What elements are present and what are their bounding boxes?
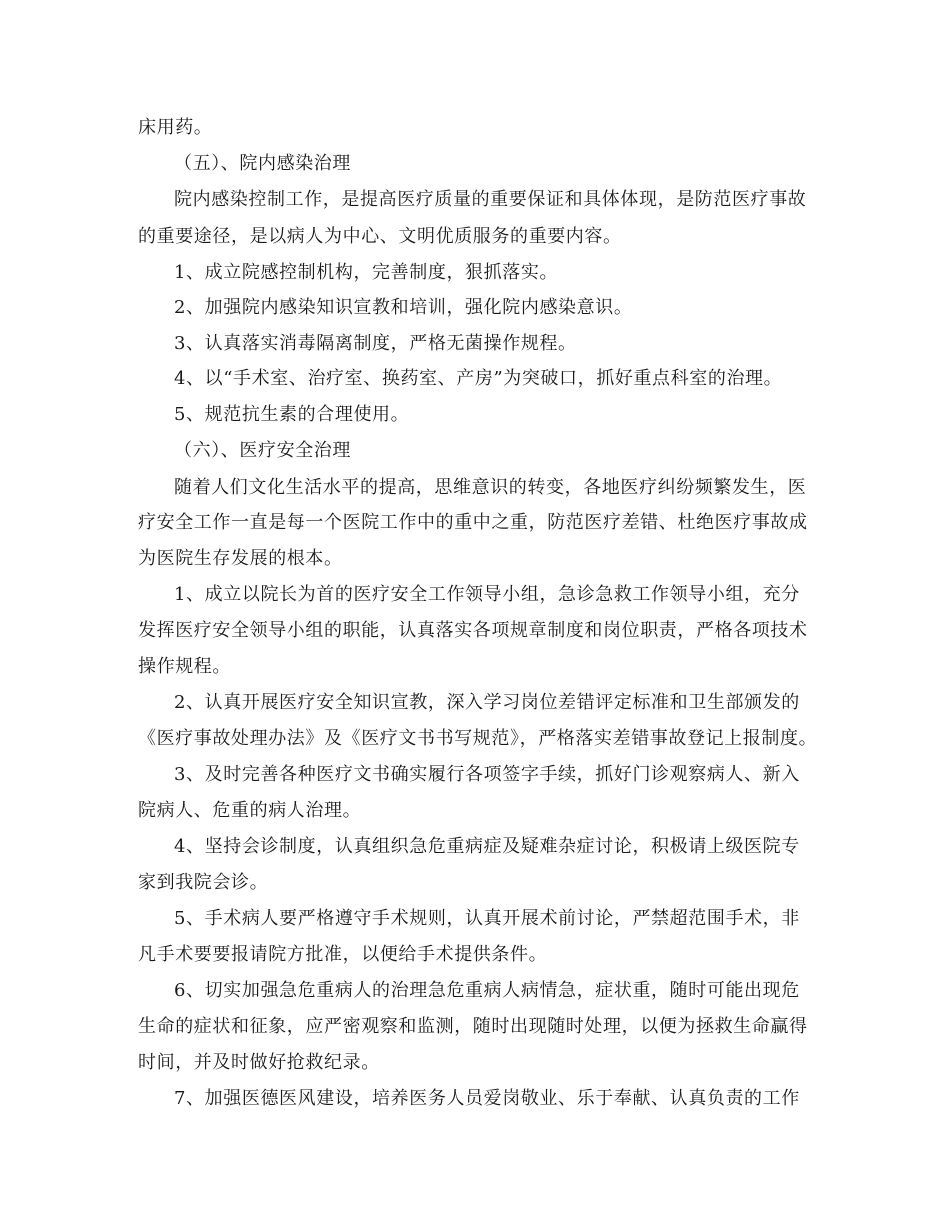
text-line: 发挥医疗安全领导小组的职能，认真落实各项规章制度和岗位职责，严格各项技术 <box>138 620 808 641</box>
text-line: 家到我院会诊。 <box>138 872 269 893</box>
list-item: 5、规范抗生素的合理使用。 <box>174 404 410 425</box>
list-item: 2、认真开展医疗安全知识宣教，深入学习岗位差错评定标准和卫生部颁发的 <box>174 692 800 713</box>
list-item: 5、手术病人要严格遵守手术规则，认真开展术前讨论，严禁超范围手术，非 <box>174 908 800 929</box>
section-heading-5: （五）、院内感染治理 <box>174 153 351 174</box>
list-item: 1、成立院感控制机构，完善制度，狠抓落实。 <box>174 262 559 283</box>
section-heading-6: （六）、医疗安全治理 <box>174 440 351 461</box>
list-item: 4、以“手术室、治疗室、换药室、产房”为突破口，抓好重点科室的治理。 <box>174 368 783 389</box>
list-item: 3、及时完善各种医疗文书确实履行各项签字手续，抓好门诊观察病人、新入 <box>174 764 800 785</box>
text-line: 时间，并及时做好抢救纪录。 <box>138 1052 380 1073</box>
list-item: 7、加强医德医风建设，培养医务人员爱岗敬业、乐于奉献、认真负责的工作 <box>174 1088 800 1109</box>
list-item: 3、认真落实消毒隔离制度，严格无菌操作规程。 <box>174 333 577 354</box>
list-item: 2、加强院内感染知识宣教和培训，强化院内感染意识。 <box>174 297 633 318</box>
text-line: 的重要途径，是以病人为中心、文明优质服务的重要内容。 <box>138 226 622 247</box>
list-item: 1、成立以院长为首的医疗安全工作领导小组，急诊急救工作领导小组，充分 <box>174 584 800 605</box>
text-line: 随着人们文化生活水平的提高，思维意识的转变，各地医疗纠纷频繁发生，医 <box>174 477 807 498</box>
text-line: 院病人、危重的病人治理。 <box>138 800 362 821</box>
text-line: 操作规程。 <box>138 656 231 677</box>
text-line: 院内感染控制工作，是提高医疗质量的重要保证和具体体现，是防范医疗事故 <box>174 189 807 210</box>
text-line: 疗安全工作一直是每一个医院工作中的重中之重，防范医疗差错、杜绝医疗事故成 <box>138 512 808 533</box>
list-item: 4、坚持会诊制度，认真组织急危重病症及疑难杂症讨论，积极请上级医院专 <box>174 836 800 857</box>
text-line: 凡手术要要报请院方批准，以便给手术提供条件。 <box>138 944 548 965</box>
text-line: 生命的症状和征象，应严密观察和监测，随时出现随时处理，以便为拯救生命赢得 <box>138 1016 808 1037</box>
text-line: 《医疗事故处理办法》及《医疗文书书写规范》，严格落实差错事故登记上报制度。 <box>138 728 818 749</box>
text-line: 床用药。 <box>138 117 213 138</box>
list-item: 6、切实加强急危重病人的治理急危重病人病情急，症状重，随时可能出现危 <box>174 980 800 1001</box>
text-line: 为医院生存发展的根本。 <box>138 548 343 569</box>
